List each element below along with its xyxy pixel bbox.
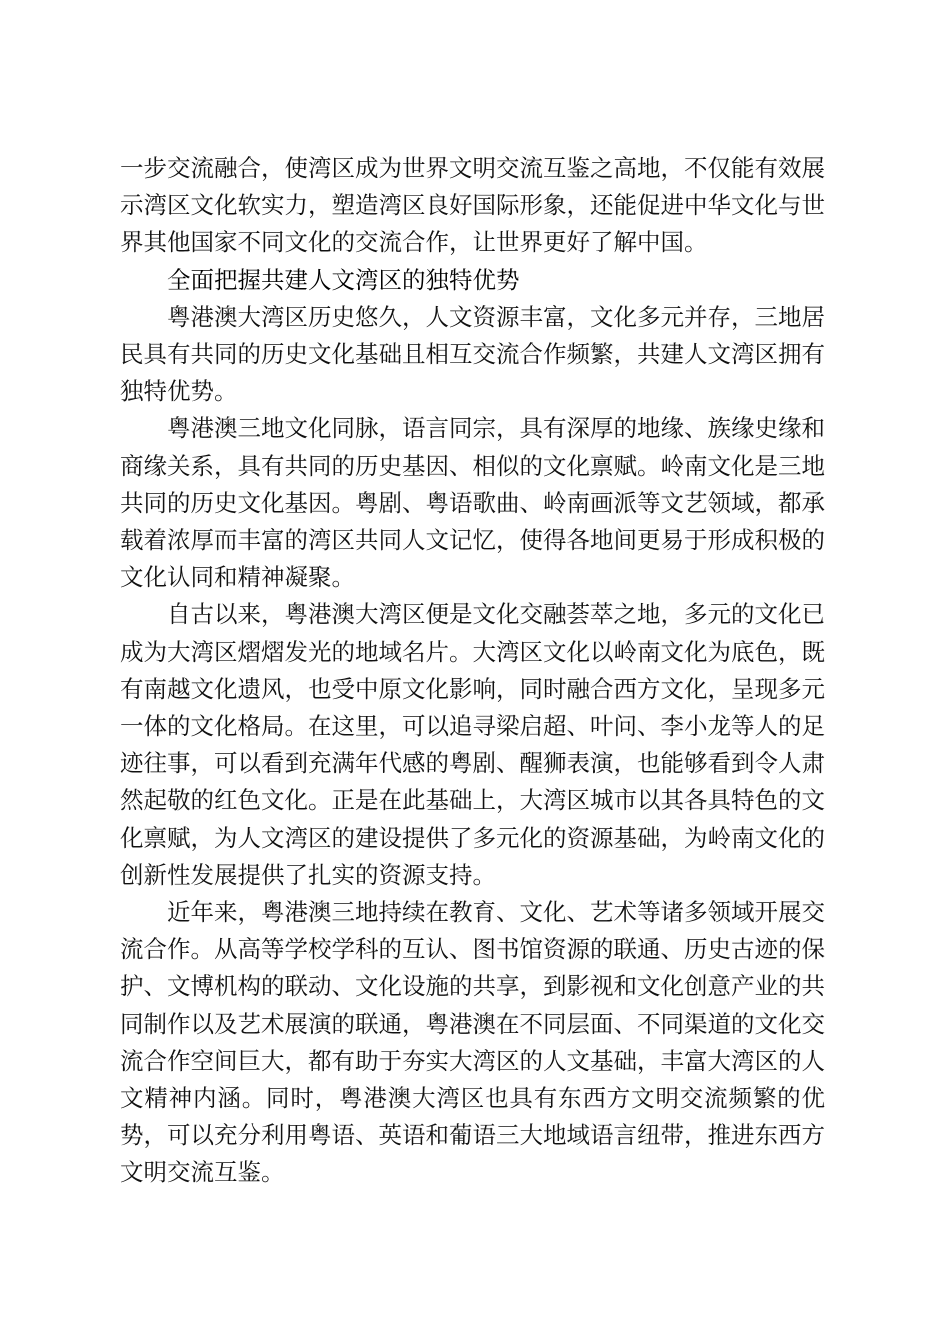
paragraph-exchange-cooperation: 近年来，粤港澳三地持续在教育、文化、艺术等诸多领域开展交流合作。从高等学校学科的互认、图书馆资源的联通、历史古迹的保护、文博机构的联动、文化设施的共享，到影视和文化创意产业的共同制作以及艺术展演的联通，粤港澳在不同层面、不同渠道的文化交流合作空间巨大，都有助于夯实大湾区的人文基础，丰富大湾区的人文精神内涵。同时，粤港澳大湾区也具有东西方文明交流频繁的优势，可以充分利用粤语、英语和葡语三大地域语言纽带，推进东西方文明交流互鉴。	[120, 898, 825, 1187]
paragraph-shared-culture: 粤港澳三地文化同脉，语言同宗，具有深厚的地缘、族缘史缘和商缘关系，具有共同的历史基因、相似的文化禀赋。岭南文化是三地共同的历史文化基因。粤剧、粤语歌曲、岭南画派等文艺领域，都承载着浓厚而丰富的湾区共同人文记忆，使得各地间更易于形成积极的文化认同和精神凝聚。	[120, 414, 825, 592]
paragraph-cultural-fusion: 自古以来，粤港澳大湾区便是文化交融荟萃之地，多元的文化已成为大湾区熠熠发光的地域名片。大湾区文化以岭南文化为底色，既有南越文化遗风，也受中原文化影响，同时融合西方文化，呈现多元一体的文化格局。在这里，可以追寻梁启超、叶问、李小龙等人的足迹往事，可以看到充满年代感的粤剧、醒狮表演，也能够看到令人肃然起敬的红色文化。正是在此基础上，大湾区城市以其各具特色的文化禀赋，为人文湾区的建设提供了多元化的资源基础，为岭南文化的创新性发展提供了扎实的资源支持。	[120, 600, 825, 889]
section-heading: 全面把握共建人文湾区的独特优势	[167, 265, 520, 294]
paragraph-advantages-intro: 粤港澳大湾区历史悠久，人文资源丰富，文化多元并存，三地居民具有共同的历史文化基础且相互交流合作频繁，共建人文湾区拥有独特优势。	[120, 302, 825, 406]
document-page	[120, 150, 825, 1192]
paragraph-continuation: 一步交流融合，使湾区成为世界文明交流互鉴之高地，不仅能有效展示湾区文化软实力，塑造湾区良好国际形象，还能促进中华文化与世界其他国家不同文化的交流合作，让世界更好了解中国。	[120, 154, 825, 257]
